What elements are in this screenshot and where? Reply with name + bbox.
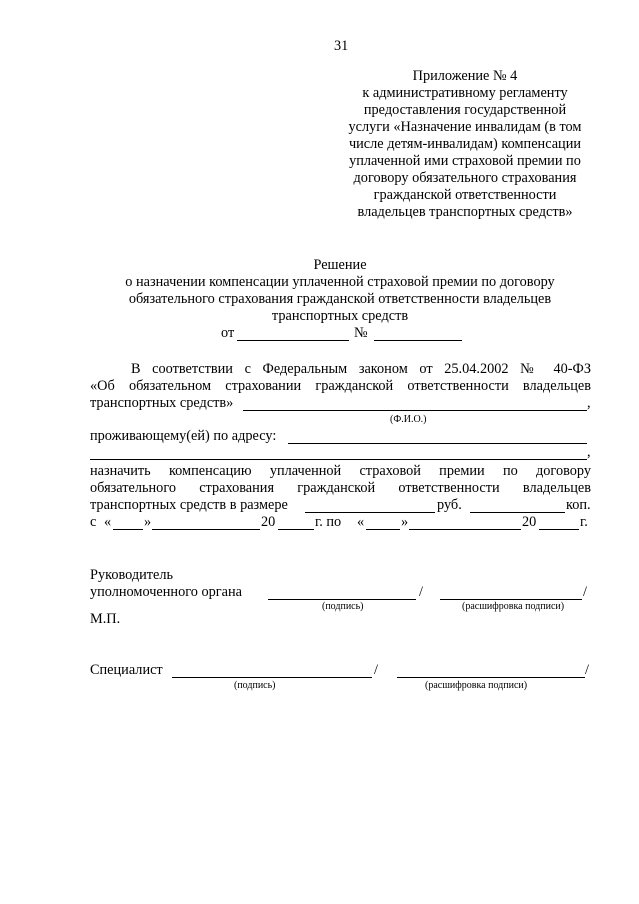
open-quote: « xyxy=(104,514,112,530)
rub-label: руб. xyxy=(437,497,462,513)
year-prefix: 20 xyxy=(261,514,276,530)
fio-caption: (Ф.И.О.) xyxy=(390,414,427,425)
amount-kop-field[interactable] xyxy=(470,512,565,513)
slash: / xyxy=(374,662,378,678)
stamp-label: М.П. xyxy=(90,611,121,627)
from-year-field[interactable] xyxy=(278,529,314,530)
body-line-7: обязательного страхования гражданской ответственности владельцев xyxy=(90,480,591,496)
slash: / xyxy=(585,662,589,678)
head-decoding-field[interactable] xyxy=(440,599,582,600)
body-line-8-text: транспортных средств в размере xyxy=(90,497,288,513)
year-end-label: г. xyxy=(580,514,588,530)
comma: , xyxy=(587,395,591,411)
from-month-field[interactable] xyxy=(152,529,260,530)
date-prefix: от xyxy=(221,325,235,341)
slash: / xyxy=(583,584,587,600)
address-field-1[interactable] xyxy=(288,443,587,444)
number-field[interactable] xyxy=(374,340,462,341)
appendix-line: к административному регламенту xyxy=(362,85,568,101)
appendix-line: уплаченной ими страховой премии по xyxy=(349,153,581,169)
fio-field[interactable] xyxy=(243,410,587,411)
amount-rub-field[interactable] xyxy=(305,512,435,513)
body-line-3-text: транспортных средств» xyxy=(90,395,234,411)
body-line-6: назначить компенсацию уплаченной страховой премии по договору xyxy=(90,463,591,479)
close-quote: » xyxy=(144,514,152,530)
from-day-field[interactable] xyxy=(113,529,143,530)
date-field[interactable] xyxy=(237,340,349,341)
head-signature-field[interactable] xyxy=(268,599,416,600)
body-line-1: В соответствии с Федеральным законом от 25.04.2002 № 40-ФЗ xyxy=(131,361,591,377)
body-line-2: «Об обязательном страховании гражданской ответственности владельцев xyxy=(90,378,591,394)
decision-subtitle-line: о назначении компенсации уплаченной страховой премии по договору xyxy=(125,274,555,290)
decoding-caption: (расшифровка подписи) xyxy=(425,680,528,691)
decision-subtitle-line: обязательного страхования гражданской ответственности владельцев xyxy=(128,291,552,307)
appendix-line: владельцев транспортных средств» xyxy=(357,204,573,220)
appendix-line: услуги «Назначение инвалидам (в том xyxy=(348,119,582,135)
appendix-line: договору обязательного страхования xyxy=(353,170,577,186)
year-to-label: г. по xyxy=(315,514,342,530)
slash: / xyxy=(419,584,423,600)
to-month-field[interactable] xyxy=(409,529,521,530)
page-number: 31 xyxy=(334,38,349,54)
number-sign: № xyxy=(354,325,368,341)
decision-subtitle-line: транспортных средств xyxy=(271,308,409,324)
specialist-signature-field[interactable] xyxy=(172,677,372,678)
address-label: проживающему(ей) по адресу: xyxy=(90,428,277,444)
to-day-field[interactable] xyxy=(366,529,400,530)
from-word: с xyxy=(90,514,97,530)
kop-label: коп. xyxy=(566,497,591,513)
close-quote: » xyxy=(401,514,409,530)
specialist-decoding-field[interactable] xyxy=(397,677,585,678)
signature-caption: (подпись) xyxy=(322,601,364,612)
head-title-line-2: уполномоченного органа xyxy=(90,584,242,600)
signature-caption: (подпись) xyxy=(234,680,276,691)
appendix-line: гражданской ответственности xyxy=(373,187,557,203)
appendix-line: предоставления государственной xyxy=(363,102,567,118)
decision-title: Решение xyxy=(313,257,367,273)
address-field-2[interactable] xyxy=(90,459,587,460)
head-title-line-1: Руководитель xyxy=(90,567,174,583)
decoding-caption: (расшифровка подписи) xyxy=(462,601,565,612)
open-quote: « xyxy=(357,514,365,530)
appendix-line: числе детям-инвалидам) компенсации xyxy=(348,136,582,152)
appendix-title: Приложение № 4 xyxy=(412,68,518,84)
comma: , xyxy=(587,444,591,460)
specialist-label: Специалист xyxy=(90,662,163,678)
to-year-field[interactable] xyxy=(539,529,579,530)
year-prefix: 20 xyxy=(522,514,537,530)
